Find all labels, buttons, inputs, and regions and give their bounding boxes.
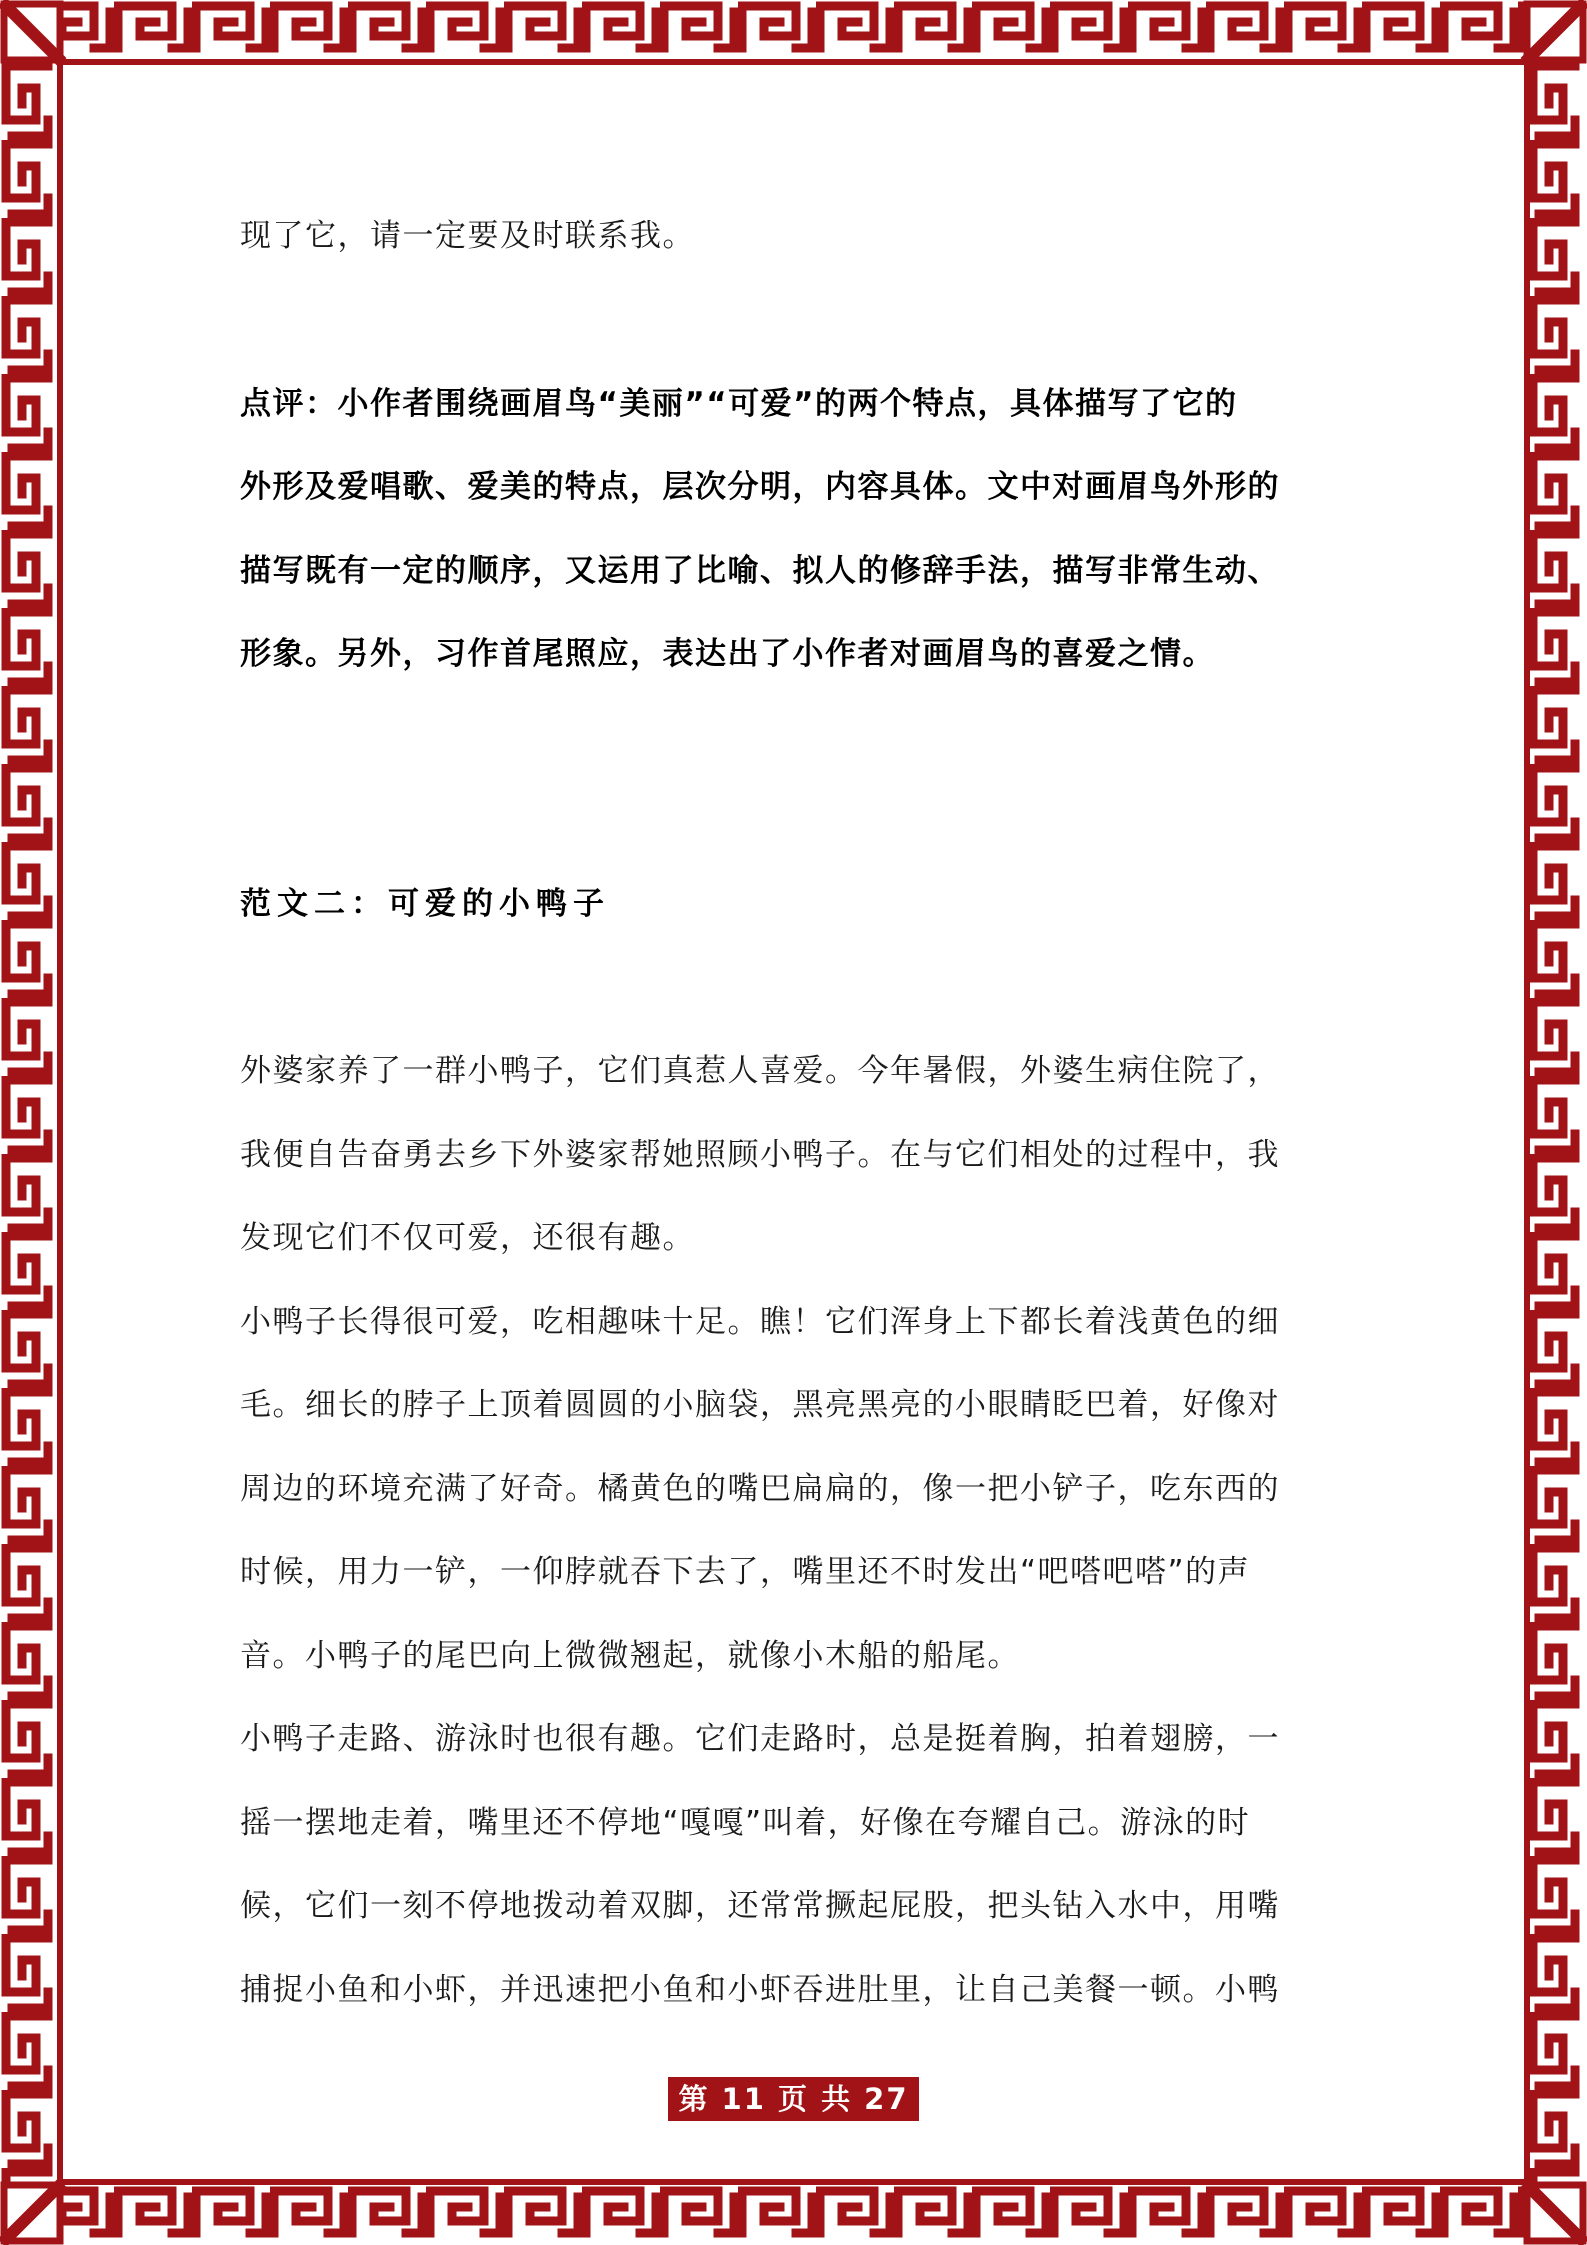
comment-section (240, 363, 1347, 697)
essay-line: 时候，用力一铲，一仰脖就吞下去了，嘴里还不时发出“吧嗒吧嗒”的声 (240, 1554, 1251, 1590)
essay-line: 小鸭子走路、游泳时也很有趣。它们走路时，总是挺着胸，拍着翅膀，一 (240, 1721, 1280, 1757)
intro-line: 现了它，请一定要及时联系我。 (240, 218, 695, 254)
essay-line: 摇一摆地走着，嘴里还不停地“嘎嘎”叫着，好像在夸耀自己。游泳的时 (240, 1804, 1251, 1841)
essay-title: 范文二：可爱的小鸭子 (240, 885, 610, 922)
document-body (240, 195, 1347, 2032)
essay-line: 我便自告奋勇去乡下外婆家帮她照顾小鸭子。在与它们相处的过程中，我 (240, 1136, 1280, 1173)
essay-body (240, 1030, 1347, 2032)
essay-line: 发现它们不仅可爱，还很有趣。 (240, 1220, 695, 1256)
comment-line: 描写既有一定的顺序，又运用了比喻、拟人的修辞手法，描写非常生动、 (240, 552, 1280, 589)
essay-line: 音。小鸭子的尾巴向上微微翘起，就像小木船的船尾。 (240, 1637, 1020, 1674)
essay-line: 毛。细长的脖子上顶着圆圆的小脑袋，黑亮黑亮的小眼睛眨巴着，好像对 (240, 1387, 1280, 1423)
essay-line: 候，它们一刻不停地拨动着双脚，还常常撅起屁股，把头钻入水中，用嘴 (240, 1888, 1280, 1924)
comment-line: 点评：小作者围绕画眉鸟“美丽”“可爱”的两个特点，具体描写了它的 (240, 385, 1238, 422)
comment-line: 外形及爱唱歌、爱美的特点，层次分明，内容具体。文中对画眉鸟外形的 (240, 469, 1280, 505)
essay-line: 小鸭子长得很可爱，吃相趣味十足。瞧！它们浑身上下都长着浅黄色的细 (240, 1303, 1280, 1340)
essay-line: 外婆家养了一群小鸭子，它们真惹人喜爱。今年暑假，外婆生病住院了， (240, 1053, 1280, 1089)
essay-line: 周边的环境充满了好奇。橘黄色的嘴巴扁扁的，像一把小铲子，吃东西的 (240, 1470, 1280, 1507)
comment-line: 形象。另外，习作首尾照应，表达出了小作者对画眉鸟的喜爱之情。 (240, 636, 1215, 672)
page-number-label: 第 11 页 共 27 页 (668, 2077, 919, 2121)
essay-line: 捕捉小鱼和小虾，并迅速把小鱼和小虾吞进肚里，让自己美餐一顿。小鸭 (240, 1971, 1280, 2008)
